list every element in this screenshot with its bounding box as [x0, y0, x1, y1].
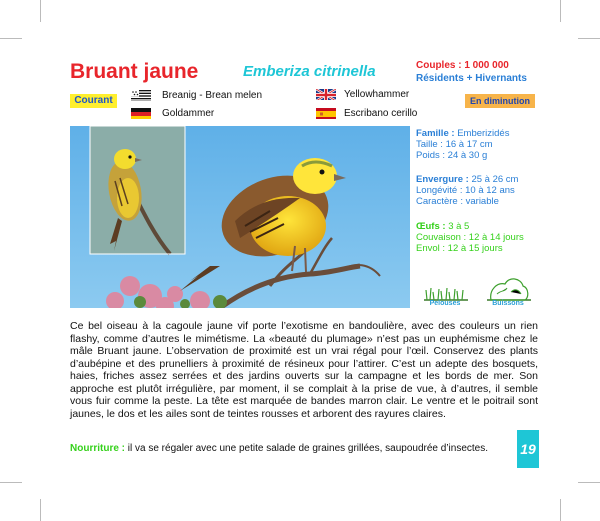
eggs-value: 3 à 5 — [448, 221, 470, 232]
family-label: Famille : — [416, 128, 455, 139]
species-description: Ce bel oiseau à la cagoule jaune vif porte l’exotisme en bandoulière, avec des couleurs un rien flashy, comme d’autres le mimétisme. La «beauté du plumage» n’est pas un euphémisme chez le mâle Bruant jaune. L’observation de proximité est un vrai régal pour l’œil. Conservez des plants d’aubépine et des prunelliers à proximité de résineux pour l’attirer. C’est un adepte des bosquets, haies, friches assez serrées et des jardins ouverts sur la campagne et les bords de mer. Son approche est plutôt irrégulière, par moment, il se complait à la prise de vue, à d’autres, il semble vous fuir comme la peste. La tête est marquée de bandes marron clair. Le ventre et le poitrail sont jaunes, le dos et les ailes sont de teintes rousses et arborent des rayures claires. — [70, 320, 538, 420]
character-value: Caractère : variable — [416, 196, 499, 207]
family-value: Emberizidés — [457, 128, 510, 139]
facts-eggs — [416, 221, 524, 254]
fledging-value: Envol : 12 à 15 jours — [416, 243, 503, 254]
crop-mark — [560, 0, 561, 22]
wingspan-value: 25 à 26 cm — [471, 174, 519, 185]
breton-flag-icon — [131, 89, 151, 101]
species-latin-name: Emberiza citrinella — [243, 63, 376, 80]
food-label: Nourriture : — [70, 443, 125, 454]
breton-name: Breanig - Brean melen — [162, 90, 263, 101]
facts-family — [416, 128, 509, 161]
german-flag-icon — [131, 107, 151, 119]
spanish-flag-icon — [316, 107, 336, 119]
trend-badge: En diminution — [465, 94, 535, 108]
crop-mark — [40, 499, 41, 521]
species-common-name: Bruant jaune — [70, 60, 199, 83]
crop-mark — [578, 38, 600, 39]
couples-count: Couples : 1 000 000 — [416, 60, 509, 71]
facts-wingspan — [416, 174, 518, 207]
uk-flag-icon — [316, 88, 336, 100]
bird-photo — [70, 126, 410, 308]
crop-mark — [40, 0, 41, 22]
crop-mark — [0, 38, 22, 39]
crop-mark — [0, 482, 22, 483]
food-line — [70, 443, 488, 454]
residency-status: Résidents + Hivernants — [416, 73, 527, 84]
english-name: Yellowhammer — [344, 89, 410, 100]
bush-label: Buissons — [492, 300, 524, 307]
size-value: Taille : 16 à 17 cm — [416, 139, 493, 150]
german-name: Goldammer — [162, 108, 215, 119]
crop-mark — [578, 482, 600, 483]
frequency-badge: Courant — [70, 94, 117, 108]
eggs-label: Œufs : — [416, 221, 446, 232]
page-number: 19 — [517, 430, 539, 468]
longevity-value: Longévité : 10 à 12 ans — [416, 185, 515, 196]
incubation-value: Couvaison : 12 à 14 jours — [416, 232, 524, 243]
grassland-label: Pelouses — [429, 300, 461, 307]
wingspan-label: Envergure : — [416, 174, 469, 185]
crop-mark — [560, 499, 561, 521]
weight-value: Poids : 24 à 30 g — [416, 150, 488, 161]
spanish-name: Escribano cerillo — [344, 108, 418, 119]
food-text: il va se régaler avec une petite salade de graines grillées, saupoudrée d’insectes. — [125, 443, 488, 454]
